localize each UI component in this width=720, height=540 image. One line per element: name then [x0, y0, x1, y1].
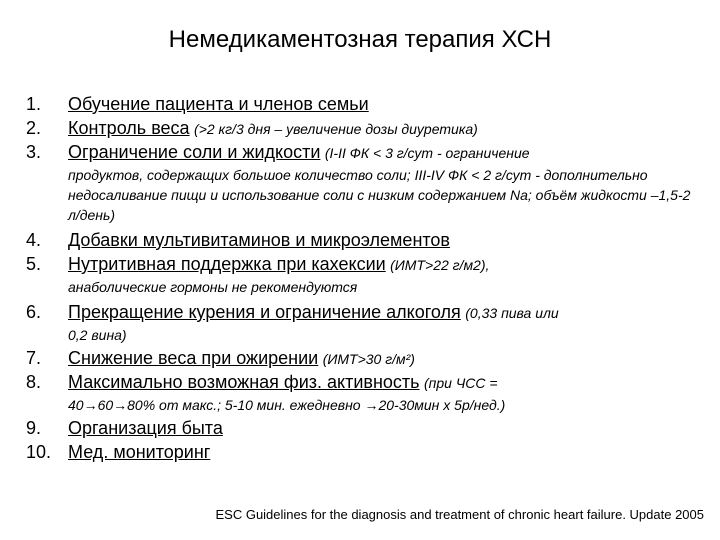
item-number: 10. [26, 442, 52, 462]
item-number: 4. [26, 230, 42, 250]
citation: ESC Guidelines for the diagnosis and treatment of chronic heart failure. Update 2005 [215, 507, 704, 522]
item-note: (при ЧСС = [424, 375, 498, 391]
list-item [26, 370, 706, 416]
item-detail: 40→60→80% от макс.; 5-10 мин. ежедневно →20-30мин х 5р/нед.) [68, 397, 506, 413]
list-item [26, 346, 706, 370]
item-title: Прекращение курения и ограничение алкоголя [68, 302, 461, 322]
list-item [26, 440, 706, 464]
list-item [26, 228, 706, 252]
list-item [26, 92, 706, 116]
item-title: Организация быта [68, 418, 223, 438]
item-note: (>2 кг/3 дня – увеличение дозы диуретика) [194, 121, 478, 137]
item-title: Максимально возможная физ. активность [68, 372, 420, 392]
item-title: Обучение пациента и членов семьи [68, 94, 369, 114]
item-note: (0,33 пива или [465, 305, 559, 321]
list-item [26, 300, 706, 346]
item-detail: 0,2 вина) [68, 327, 127, 343]
item-detail: продуктов, содержащих большое количество соли; III-IV ФК < 2 г/сут - дополнительно недосаливание пищи и использование соли с низким содержанием Na; объём жидкости –1,5-2 л/день) [68, 167, 691, 223]
therapy-list [26, 92, 706, 464]
list-item [26, 116, 706, 140]
item-note: (ИМТ>22 г/м2), [390, 257, 490, 273]
item-number: 2. [26, 118, 42, 138]
item-title: Контроль веса [68, 118, 190, 138]
item-note: (ИМТ>30 г/м²) [322, 351, 415, 367]
list-item [26, 252, 706, 298]
item-number: 9. [26, 418, 42, 438]
item-title: Снижение веса при ожирении [68, 348, 319, 368]
page-title: Немедикаментозная терапия ХСН [168, 26, 552, 53]
item-number: 8. [26, 372, 42, 392]
item-number: 5. [26, 254, 42, 274]
item-number: 1. [26, 94, 42, 114]
item-number: 6. [26, 302, 42, 322]
item-note: (I-II ФК < 3 г/сут - ограничение [324, 145, 530, 161]
item-number: 3. [26, 142, 42, 162]
item-title: Нутритивная поддержка при кахексии [68, 254, 386, 274]
item-title: Ограничение соли и жидкости [68, 142, 321, 162]
item-number: 7. [26, 348, 42, 368]
item-title: Мед. мониторинг [68, 442, 211, 462]
item-title: Добавки мультивитаминов и микроэлементов [68, 230, 450, 250]
item-detail: анаболические гормоны не рекомендуются [68, 279, 358, 295]
list-item [26, 416, 706, 440]
list-item [26, 140, 706, 226]
